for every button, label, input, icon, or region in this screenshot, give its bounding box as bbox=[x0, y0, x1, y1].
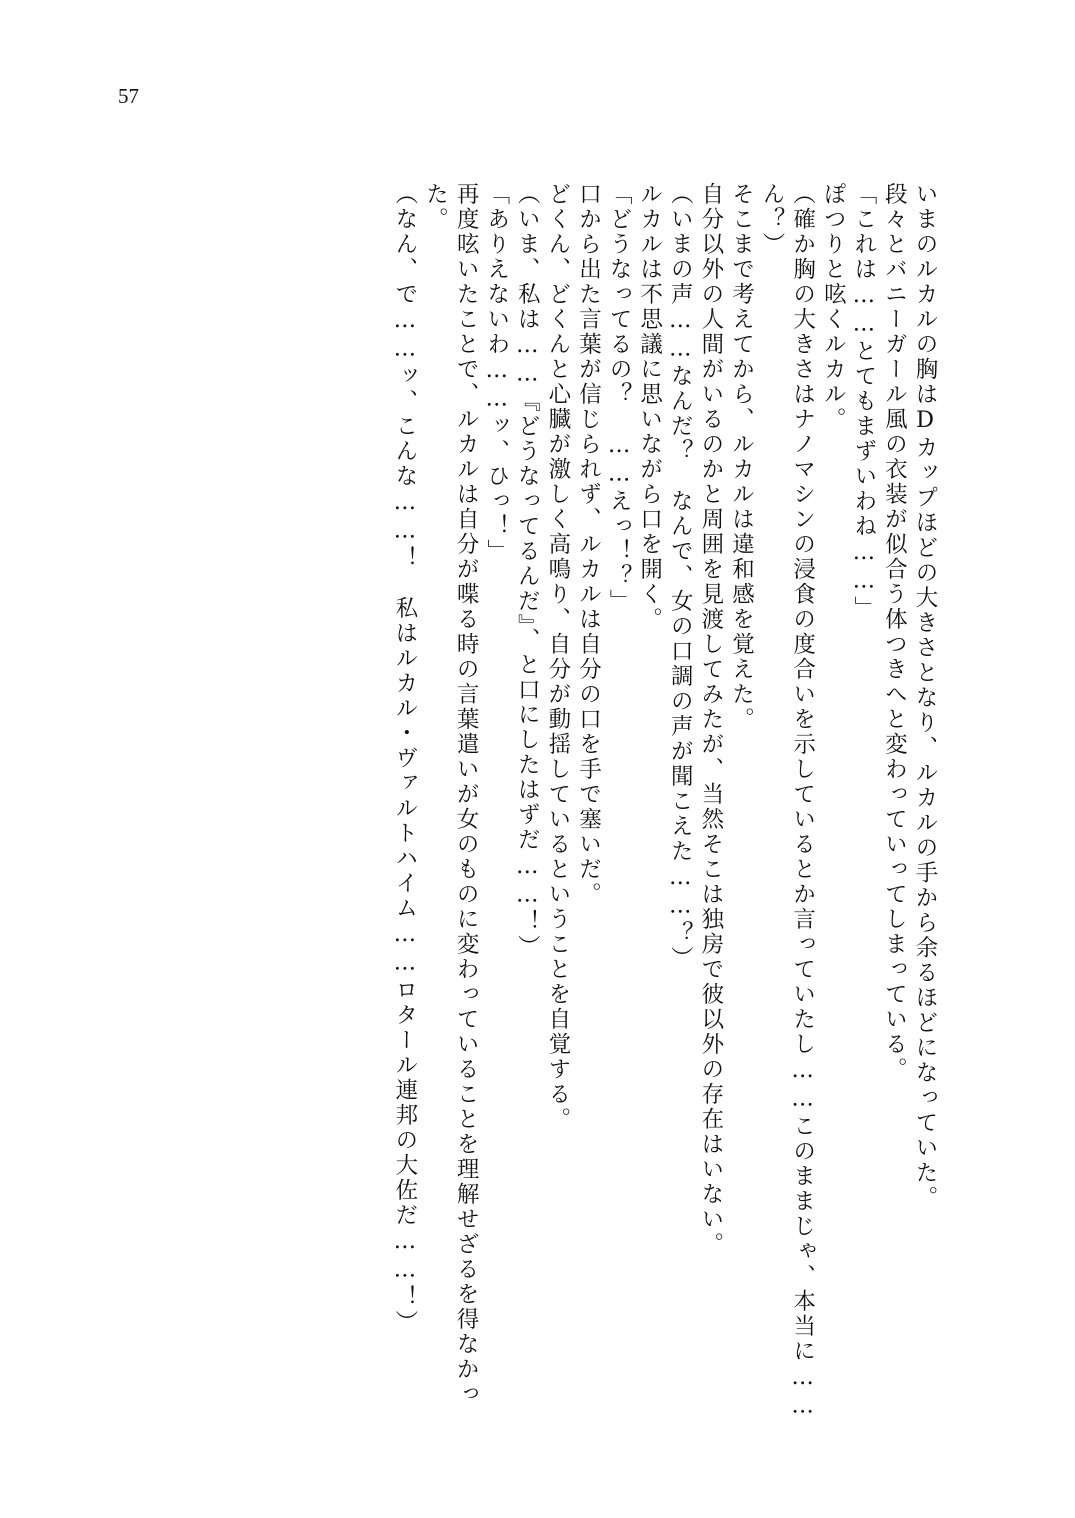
paragraph: どくん、どくんと心臓が激しく高鳴り、自分が動揺しているということを自覚する。 bbox=[544, 182, 571, 1132]
paragraph: 段々とバニーガール風の衣装が似合う体つきへと変わっていってしまっている。 bbox=[881, 182, 908, 1082]
paragraph: 口から出た言葉が信じられず、ルカルは自分の口を手で塞いだ。 bbox=[575, 182, 602, 907]
paragraph: 自分以外の人間がいるのかと周囲を見渡してみたが、当然そこは独房で彼以外の存在はいない。 bbox=[697, 182, 724, 1257]
vertical-text-body bbox=[150, 182, 940, 1422]
paragraph: いまのルカルの胸はDカップほどの大きさとなり、ルカルの手から余るほどになっていた。 bbox=[912, 182, 938, 1211]
paragraph: 「これは……とてもまずいわね……」 bbox=[850, 182, 877, 621]
paragraph: （なん、で……ッ、こんな……！ 私はルカル・ヴァルトハイム……ロタール連邦の大佐だ……！） bbox=[391, 182, 418, 1335]
paragraph: （いま、私は……『どうなってるんだ』、と口にしたはずだ……！） bbox=[514, 182, 541, 960]
paragraph: 再度呟いたことで、ルカルは自分が喋る時の言葉遣いが女のものに変わっていることを理解せざるを得なかった。 bbox=[422, 182, 480, 1407]
paragraph: そこまで考えてから、ルカルは違和感を覚えた。 bbox=[728, 182, 755, 732]
paragraph: 「どうなってるの？ ……えっ！？」 bbox=[606, 182, 633, 614]
paragraph: ぽつりと呟くルカル。 bbox=[820, 182, 847, 432]
paragraph: ルカルは不思議に思いながら口を開く。 bbox=[636, 182, 663, 632]
paragraph: 「ありえないわ……ッ、ひっ！」 bbox=[483, 182, 510, 564]
paragraph: （いまの声……なんだ？ なんで、女の口調の声が聞こえた……？） bbox=[667, 182, 694, 971]
page-number: 57 bbox=[118, 84, 139, 108]
paragraph: （確か胸の大きさはナノマシンの浸食の度合いを示しているとか言っていたし……このままじゃ、本当に……ん？） bbox=[759, 182, 816, 1421]
